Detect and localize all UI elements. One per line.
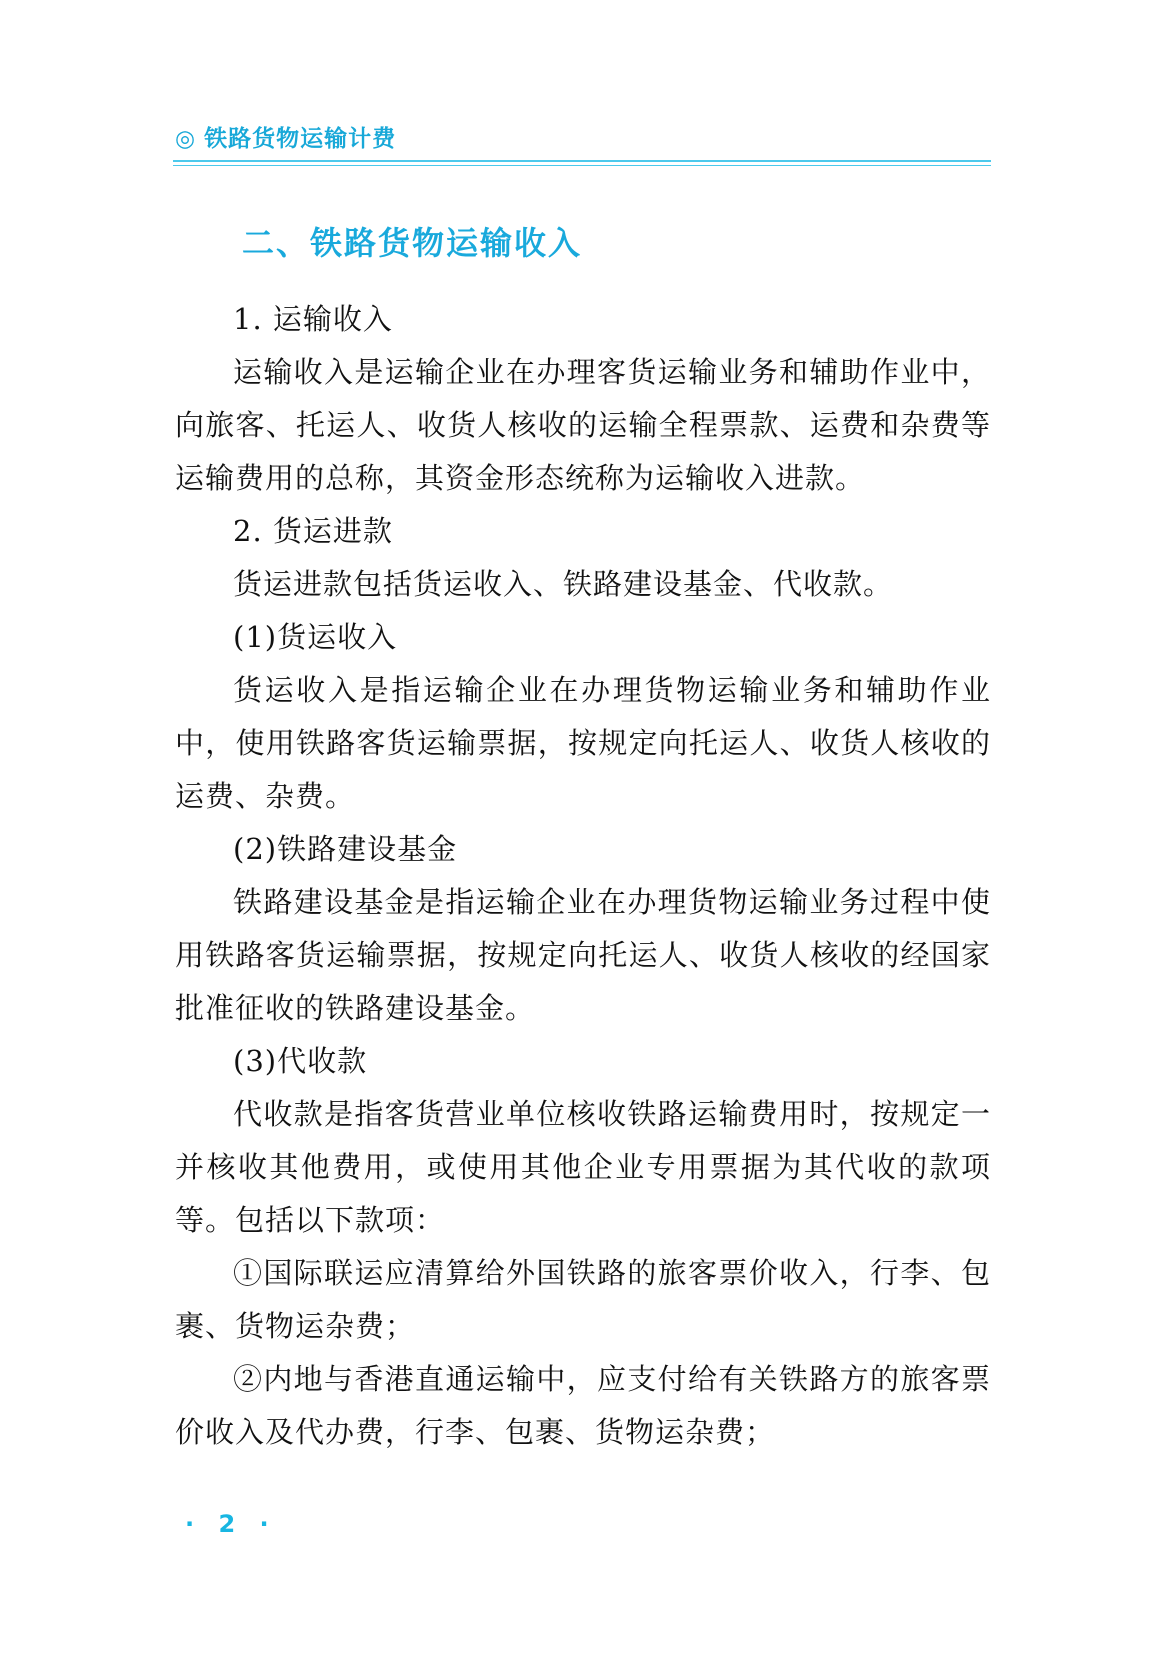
page-number: · 2 · [185, 1510, 277, 1538]
paragraph-collection-on-behalf: 代收款是指客货营业单位核收铁路运输费用时，按规定一并核收其他费用，或使用其他企业专用票据为其代收的款项等。包括以下款项： [175, 1097, 991, 1237]
section-title: 二、铁路货物运输收入 [242, 224, 583, 262]
header-divider-thick [173, 160, 991, 162]
paragraph-construction-fund: 铁路建设基金是指运输企业在办理货物运输业务过程中使用铁路客货运输票据，按规定向托运人、收货人核收的经国家批准征收的铁路建设基金。 [175, 885, 991, 1025]
paragraph-transport-income: 运输收入是运输企业在办理客货运输业务和辅助作业中，向旅客、托运人、收货人核收的运输全程票款、运费和杂费等运输费用的总称，其资金形态统称为运输收入进款。 [175, 355, 991, 495]
subheading-freight-income: (1)货运收入 [233, 620, 398, 654]
subheading-transport-income: 1. 运输收入 [233, 302, 393, 336]
subheading-collection-on-behalf: (3)代收款 [233, 1044, 368, 1078]
subheading-construction-fund: (2)铁路建设基金 [233, 832, 458, 866]
header-divider-thin [173, 165, 991, 166]
header-divider [173, 160, 991, 166]
paragraph-freight-income: 货运收入是指运输企业在办理货物运输业务和辅助作业中，使用铁路客货运输票据，按规定向托运人、收货人核收的运费、杂费。 [175, 673, 991, 813]
running-header [175, 120, 396, 153]
subheading-freight-receipts: 2. 货运进款 [233, 514, 393, 548]
paragraph-freight-receipts: 货运进款包括货运收入、铁路建设基金、代收款。 [233, 567, 894, 601]
list-item-1: ①国际联运应清算给外国铁路的旅客票价收入，行李、包裹、货物运杂费； [175, 1256, 991, 1343]
body-text [175, 293, 991, 1459]
list-item-2: ②内地与香港直通运输中，应支付给有关铁路方的旅客票价收入及代办费，行李、包裹、货物运杂费； [175, 1362, 991, 1449]
book-title: 铁路货物运输计费 [204, 126, 397, 152]
circle-marker-icon: ◎ [175, 126, 197, 152]
